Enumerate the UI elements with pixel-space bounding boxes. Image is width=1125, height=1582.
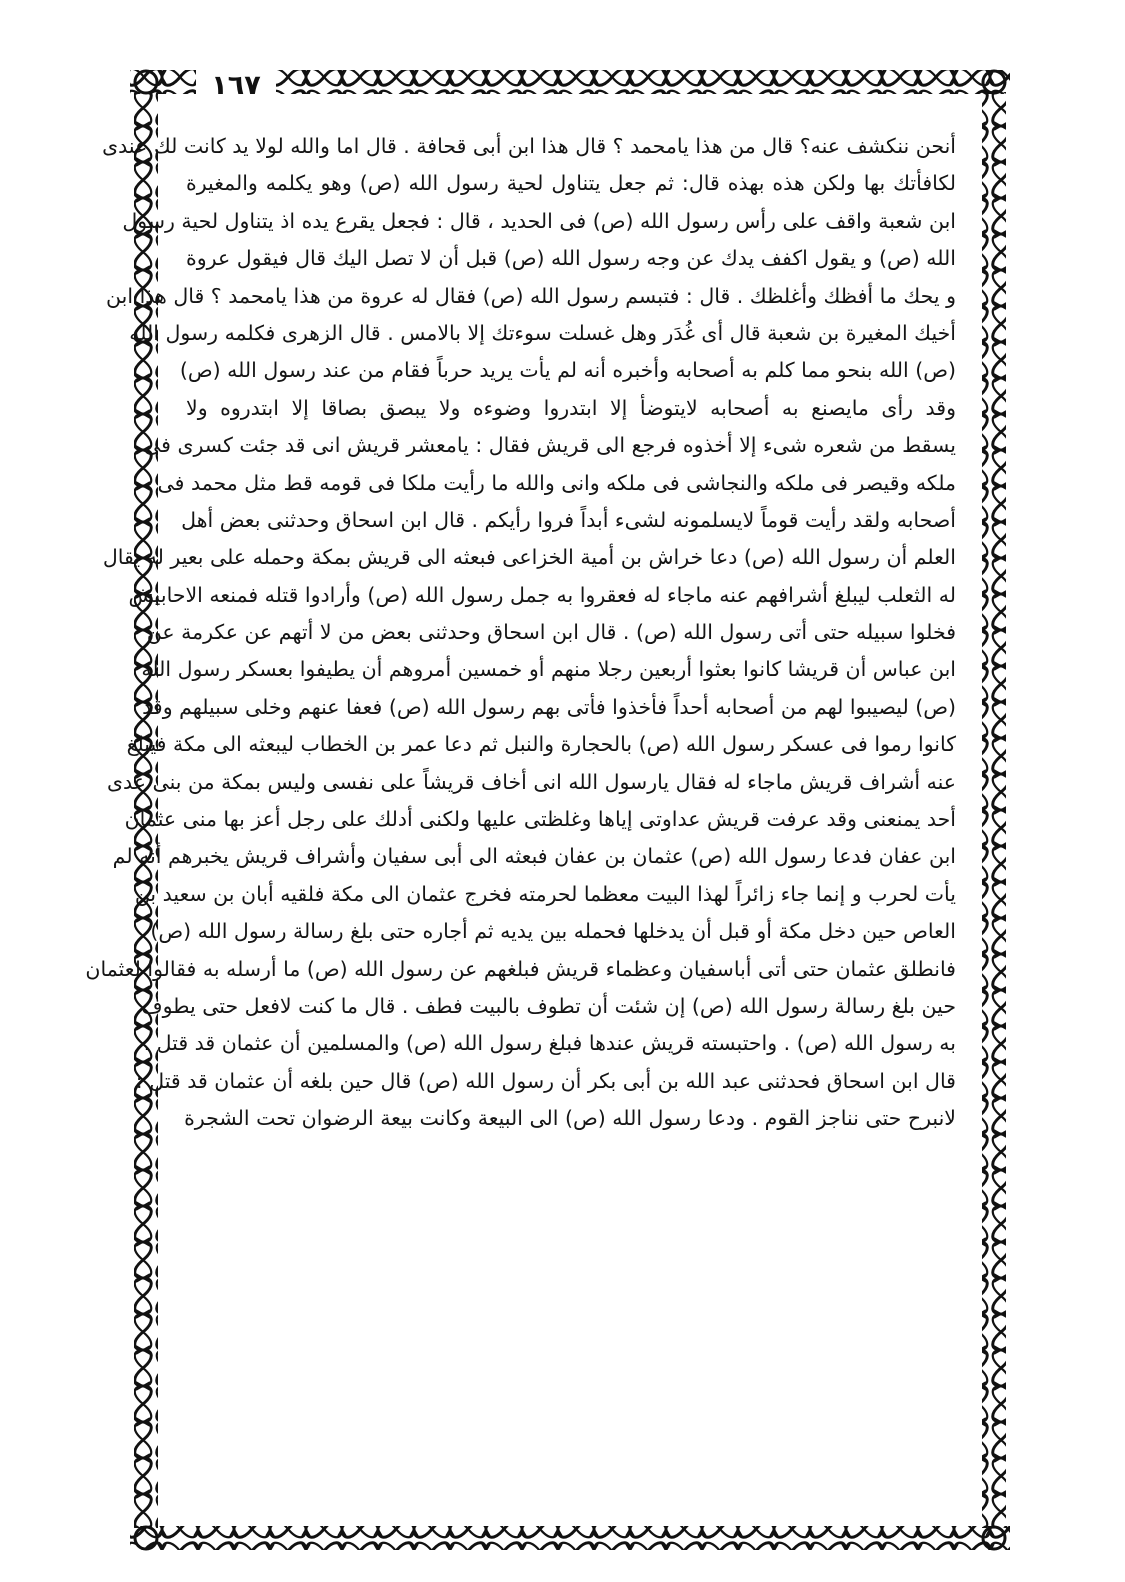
text-line: العاص حين دخل مكة أو قبل أن يدخلها فحمله بين يديه ثم أجاره حتى بلغ رسالة رسول الله (ص)	[150, 919, 956, 944]
text-line: أصحابه ولقد رأيت قوماً لايسلمونه لشىء أبداً فروا رأيكم . قال ابن اسحاق وحدثنى بعض أهل	[181, 507, 956, 532]
text-line: و يحك ما أفظك وأغلظك . قال : فتبسم رسول الله (ص) فقال له عروة من هذا يامحمد ؟ قال هذا ابن	[106, 283, 956, 308]
text-line: الله (ص) و يقول اكفف يدك عن وجه رسول الله (ص) قبل أن لا تصل اليك قال فيقول عروة	[186, 246, 956, 271]
text-line: به رسول الله (ص) . واحتبسته قريش عندها فبلغ رسول الله (ص) والمسلمين أن عثمان قد قتل .	[143, 1031, 956, 1056]
text-line: له الثعلب ليبلغ أشرافهم عنه ماجاء له فعقروا به جمل رسول الله (ص) وأرادوا قتله فمنعه الاحابيش	[128, 582, 956, 607]
text-line: حين بلغ رسالة رسول الله (ص) إن شئت أن تطوف بالبيت فطف . قال ما كنت لافعل حتى يطوف	[141, 993, 956, 1018]
text-line: ملكه وقيصر فى ملكه والنجاشى فى ملكه وانى والله ما رأيت ملكا فى قومه قط مثل محمد فى	[157, 470, 956, 495]
text-line: (ص) ليصيبوا لهم من أصحابه أحداً فأخذوا فأتى بهم رسول الله (ص) فعفا عنهم وخلى سبيلهم وقد	[142, 694, 956, 719]
text-line: أخيك المغيرة بن شعبة قال أى غُدَر وهل غسلت سوءتك إلا بالامس . قال الزهرى فكلمه رسول الله	[129, 320, 956, 345]
body-text	[85, 128, 956, 1513]
text-line: فانطلق عثمان حتى أتى أباسفيان وعظماء قريش فبلغهم عن رسول الله (ص) ما أرسله به فقالوا لعثمان	[85, 956, 956, 981]
text-line: وقد رأى مايصنع به أصحابه لايتوضأ إلا ابتدروا وضوءه ولا يبصق بصاقا إلا ابتدروه ولا	[186, 395, 956, 420]
text-line: يسقط من شعره شىء إلا أخذوه فرجع الى قريش فقال : يامعشر قريش انى قد جئت كسرى فى	[144, 433, 956, 458]
page-number: ١٦٧	[196, 68, 276, 104]
text-line: ابن عفان فدعا رسول الله (ص) عثمان بن عفان فبعثه الى أبى سفيان وأشراف قريش يخبرهم أنه لم	[112, 844, 956, 869]
text-line: أنحن ننكشف عنه؟ قال من هذا يامحمد ؟ قال هذا ابن أبى قحافة . قال اما والله لولا يد كانت لك عندى	[102, 134, 956, 158]
text-line: يأت لحرب و إنما جاء زائراً لهذا البيت معظما لحرمته فخرج عثمان الى مكة فلقيه أبان بن سعيد بن	[134, 881, 956, 906]
text-line: قال ابن اسحاق فحدثنى عبد الله بن أبى بكر أن رسول الله (ص) قال حين بلغه أن عثمان قد قتل :	[135, 1068, 956, 1093]
text-line: ابن شعبة واقف على رأس رسول الله (ص) فى الحديد ، قال : فجعل يقرع يده اذ يتناول لحية رسول	[122, 208, 956, 233]
text-line: عنه أشراف قريش ماجاء له فقال يارسول الله انى أخاف قريشاً على نفسى وليس بمكة من بنى عدى	[106, 769, 956, 794]
text-line: العلم أن رسول الله (ص) دعا خراش بن أمية الخزاعى فبعثه الى قريش بمكة وحمله على بعير له يقال	[102, 545, 956, 570]
text-line: فخلوا سبيله حتى أتى رسول الله (ص) . قال ابن اسحاق وحدثنى بعض من لا أتهم عن عكرمة عن	[146, 620, 956, 645]
text-line: لانبرح حتى نناجز القوم . ودعا رسول الله (ص) الى البيعة وكانت بيعة الرضوان تحت الشجرة	[184, 1106, 956, 1131]
text-line: ابن عباس أن قريشا كانوا بعثوا أربعين رجلا منهم أو خمسين أمروهم أن يطيفوا بعسكر رسول الله	[141, 657, 956, 682]
text-line: كانوا رموا فى عسكر رسول الله (ص) بالحجارة والنبل ثم دعا عمر بن الخطاب ليبعثه الى مكة فيبلغ	[126, 732, 956, 757]
text-line: (ص) الله بنحو مما كلم به أصحابه وأخبره أنه لم يأت يريد حرباً فقام من عند رسول الله (ص)	[179, 358, 956, 383]
text-line: لكافأتك بها ولكن هذه بهذه قال: ثم جعل يتناول لحية رسول الله (ص) وهو يكلمه والمغيرة	[186, 171, 956, 196]
text-line: أحد يمنعنى وقد عرفت قريش عداوتى إياها وغلظتى عليها ولكنى أدلك على رجل أعز بها منى عثمان	[124, 807, 956, 832]
